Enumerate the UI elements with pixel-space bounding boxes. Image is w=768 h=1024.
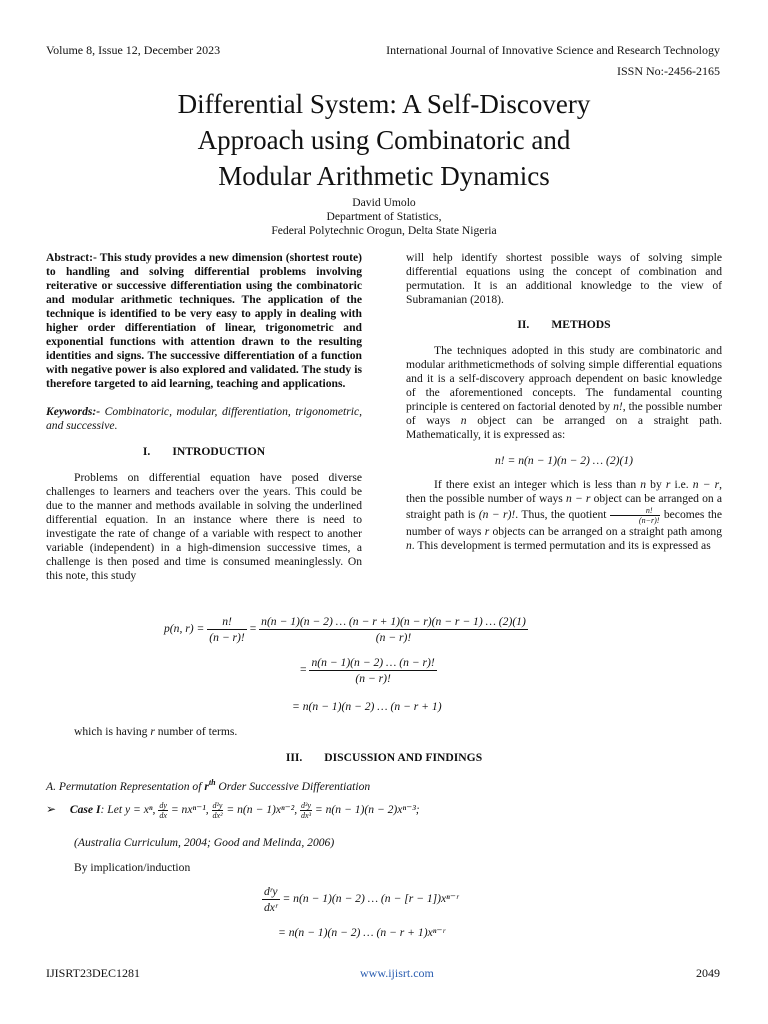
footer-paper-id: IJISRT23DEC1281 — [46, 966, 140, 980]
case-one: ➢ Case I: Let y = xⁿ, $\frac{dy}{dx}$ = nxⁿ⁻¹, $\frac{\text{d²y}}{\text{dx²}}$ = n(n − 1)xⁿ⁻², $\frac{\text{d³y}}{\text{dx³}}$ = n(n − 1)(n − 2)xⁿ⁻³; — [46, 801, 420, 820]
title-line-2: Approach using Combinatoric and — [197, 125, 571, 155]
discussion-heading-num: III. — [285, 751, 303, 764]
methods-paragraph-1: The techniques adopted in this study are combinatoric and modular arithmeticmethods of solving simple differential equations and it is a self-discovery approach dependent on basic knowledge of the aforementioned concepts. The fundamental counting principle is centered on factorial denoted by n!, the possible number of ways n object can be arranged on a straight path. Mathematically, it is expressed as: — [406, 344, 722, 441]
perm-fraction-1: $\frac{n!}{(n - r)!}$ — [209, 615, 245, 644]
abstract — [46, 251, 362, 391]
perm-fraction-3: $\frac{n(n - 1)(n - 2) \dots (n - r)!}{(n - r)!}$ — [311, 656, 435, 685]
permutation-equation-line-1: p(n, r) = $\frac{n!}{(n - r)!}$ = $\frac{n(n - 1)(n - 2) \dots (n - r + 1)(n - r)(n - r - 1) \dots (2)(1)}{(n - r)!}$ — [164, 615, 526, 644]
intro-heading-text: INTRODUCTION — [172, 445, 266, 458]
abstract-label: Abstract:- — [46, 251, 97, 264]
footer-page-number: 2049 — [696, 966, 720, 980]
case-label: Case I — [69, 803, 101, 817]
title-line-3: Modular Arithmetic Dynamics — [218, 161, 550, 191]
author-name: David Umolo — [352, 196, 416, 209]
quotient-fraction: $\frac{n!}{(n-r)!}$ — [610, 506, 661, 525]
methods-heading-text: METHODS — [551, 318, 611, 331]
volume-info: Volume 8, Issue 12, December 2023 — [46, 43, 221, 57]
rth-derivative-line-1: $\frac{\text{dʳy}}{\text{dxʳ}}$ = n(n − 1)(n − 2) … (n − [r − 1])xⁿ⁻ʳ — [264, 885, 459, 914]
discussion-heading-text: DISCUSSION AND FINDINGS — [324, 751, 483, 764]
terms-note: which is having r number of terms. — [74, 725, 238, 738]
footer-website-link[interactable]: www.ijisrt.com — [360, 966, 434, 980]
methods-heading-num: II. — [517, 318, 530, 331]
author-department: Department of Statistics, — [326, 210, 442, 223]
factorial-equation: n! = n(n − 1)(n − 2) … (2)(1) — [494, 454, 634, 467]
intro-paragraph: Problems on differential equation have posed diverse challenges to learners and teachers over the years. This could be due to the manner and methods available in solving the underlined differential equation. In an instance where there is need to investigate the rate of change of a variable with respect to another variable (independent) in a high-dimension successive times, a challenge is then posed and time is consumed meaninglessly. On this note, this study — [46, 471, 362, 582]
keywords-label: Keywords:- — [46, 405, 101, 418]
methods-paragraph-2: If there exist an integer which is less than n by r i.e. n − r, then the possible number of ways n − r object can be arranged on a straight path is (n − r)!. Thus, the quotient $\frac{n!}{(n-r)!}$ becomes the number of ways r objects can be arranged on a straight path among n. This development is termed permutation and its is expressed as — [406, 478, 723, 552]
paper-title — [40, 86, 728, 194]
keywords-text: Combinatoric, modular, differentiation, trigonometric, and successive. — [46, 405, 362, 432]
subsection-a: A. Permutation Representation of $r^{th}$ Order Successive Differentiation — [46, 778, 371, 793]
author-block — [184, 196, 584, 238]
journal-name: International Journal of Innovative Science and Research Technology — [386, 43, 720, 57]
induction-text: By implication/induction — [74, 861, 191, 874]
left-column — [46, 251, 362, 583]
author-institution: Federal Polytechnic Orogun, Delta State Nigeria — [271, 224, 497, 237]
perm-fraction-2: $\frac{n(n - 1)(n - 2) \dots (n - r + 1)(n - r)(n - r - 1) \dots (2)(1)}{(n - r)!}$ — [261, 615, 526, 644]
keywords — [46, 405, 362, 433]
intro-heading-num: I. — [142, 445, 151, 458]
intro-paragraph-continued: will help identify shortest possible ways of solving simple differential equations using the concept of combination and permutation. It is an additional knowledge to the view of Subramanian (2018). — [406, 251, 722, 306]
rth-derivative-line-2: = n(n − 1)(n − 2) … (n − r + 1)xⁿ⁻ʳ — [278, 926, 446, 939]
permutation-equation-line-2: = $\frac{n(n - 1)(n - 2) \dots (n - r)!}{(n - r)!}$ — [300, 656, 435, 685]
citation: (Australia Curriculum, 2004; Good and Melinda, 2006) — [74, 836, 335, 849]
title-line-1: Differential System: A Self-Discovery — [177, 89, 591, 119]
arrow-bullet-icon: ➢ — [46, 802, 57, 817]
methods-heading — [406, 318, 722, 332]
abstract-text: This study provides a new dimension (shortest route) to handling and solving differential problems involving reiterative or successive differentiation using the combinatoric and modular arithmetic techniques. The application of the technique is identified to be very easy to apply in dealing with higher order differentiation of linear, trigonometric and exponential functions with attention drawn to the resulting identities and signs. The successive differentiation of a function with negative power is also explored and validated. The study is therefore targeted to aid learning, teaching and applications. — [46, 251, 362, 390]
issn: ISSN No:-2456-2165 — [616, 64, 720, 78]
permutation-equation-line-3: = n(n − 1)(n − 2) … (n − r + 1) — [292, 700, 442, 713]
intro-heading — [46, 445, 362, 459]
discussion-heading — [46, 751, 722, 765]
right-column — [406, 251, 722, 553]
